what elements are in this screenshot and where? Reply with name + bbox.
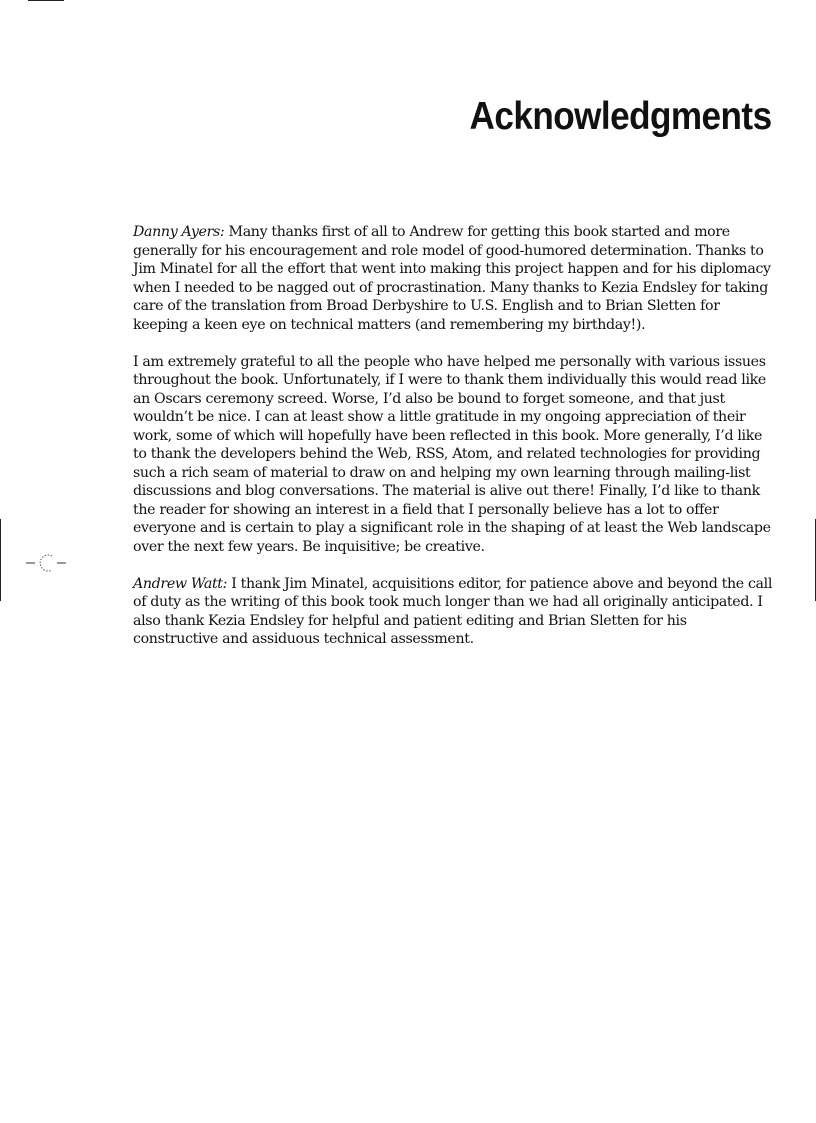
paragraph-text: Many thanks first of all to Andrew for getting this book started and more generally for his encouragement and role model of good-humored determination. Thanks to Jim Minatel for all the effort that went into making this project happen and for his diplomacy when I needed to be nagged out of procrastination. Many thanks to Kezia Endsley for taking care of the translation from Broad Derbyshire to U.S. English and to Brian Sletten for keeping a keen eye on technical matters (and remembering my birthday!). [133, 224, 771, 333]
paragraph-text: I am extremely grateful to all the people who have helped me personally with various issues throughout the book. Unfortunately, if I were to thank them individually this would read like an Oscars ceremony screed. Worse, I’d also be bound to forget someone, and that just wouldn’t be nice. I can at least show a little gratitude in my ongoing appreciation of their work, some of which will hopefully have been reflected in this book. More generally, I’d like to thank the developers behind the Web, RSS, Atom, and related technologies for providing such a rich seam of material to draw on and helping my own learning through mailing-list discussions and blog conversations. The material is alive out there! Finally, I’d like to thank the reader for showing an interest in a field that I personally believe has a lot to offer everyone and is certain to play a significant role in the shaping of at least the Web landscape over the next few years. Be inquisitive; be creative. [133, 353, 771, 555]
crop-mark-top [28, 0, 64, 1]
author-name: Andrew Watt: [133, 575, 228, 592]
paragraph-text: I thank Jim Minatel, acquisitions editor, for patience above and beyond the call of duty as the writing of this book took much longer than we had all originally anticipated. I also thank Kezia Endsley for helpful and patient editing and Brian Sletten for his constructive and assiduous technical assessment. [133, 575, 773, 647]
page-title: Acknowledgments [469, 95, 772, 138]
edge-rule-left [0, 519, 1, 601]
acknowledgments-body [133, 223, 773, 667]
author-name: Danny Ayers: [133, 224, 225, 240]
paragraph-andrew-watt [133, 575, 773, 649]
paragraph-danny-ayers [133, 223, 773, 334]
registration-mark-icon [26, 551, 66, 575]
paragraph-gratitude [133, 353, 773, 557]
